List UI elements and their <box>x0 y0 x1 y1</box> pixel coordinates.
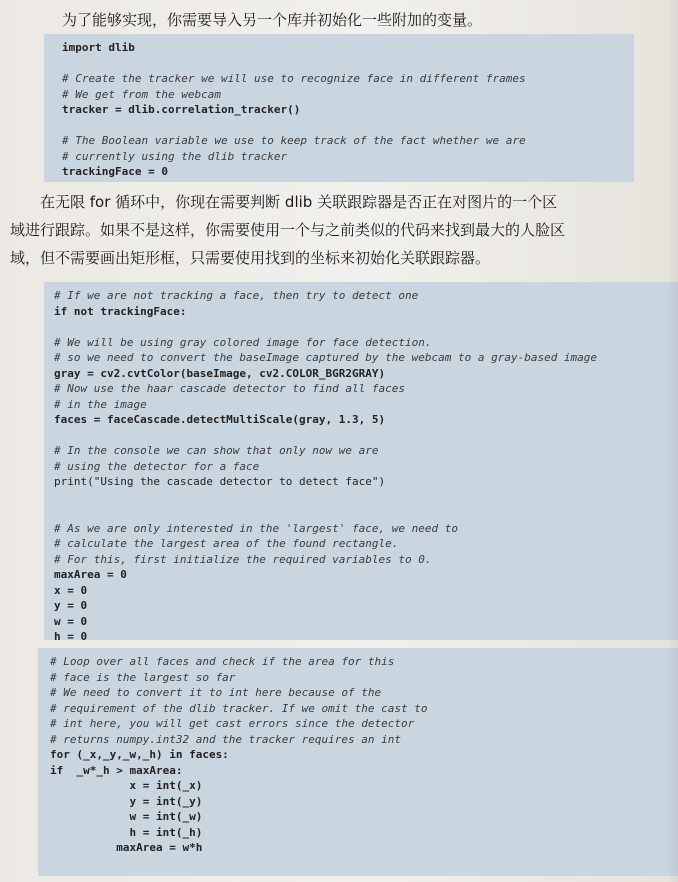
code-line: x = int(_x) <box>50 779 203 792</box>
code-comment-line: # We will be using gray colored image for face detection. <box>54 335 432 349</box>
intro-paragraph <box>62 6 482 34</box>
code-block-loop <box>38 648 678 876</box>
code-blank-line <box>54 428 678 444</box>
code-comment-line: # For this, first initialize the required variables to 0. <box>54 552 432 566</box>
paragraph-line: 域，但不需要画出矩形框，只需要使用找到的坐标来初始化关联跟踪器。 <box>10 249 491 267</box>
code-comment-line: # The Boolean variable we use to keep track of the fact whether we are <box>62 134 526 147</box>
paragraph-line: 域进行跟踪。如果不是这样，你需要使用一个与之前类似的代码来找到最大的人脸区 <box>10 221 566 239</box>
code-blank-line <box>54 505 678 521</box>
code-line: import dlib <box>62 41 135 54</box>
code-line: faces = faceCascade.detectMultiScale(gray, 1.3, 5) <box>54 413 386 426</box>
code-blank-line <box>62 118 634 134</box>
code-comment-line: # We get from the webcam <box>62 87 221 101</box>
code-line: w = 0 <box>54 614 88 628</box>
code-line: print("Using the cascade detector to detect face") <box>54 475 386 488</box>
paragraph-line: 在无限 for 循环中，你现在需要判断 dlib 关联跟踪器是否正在对图片的一个区 <box>40 193 558 211</box>
code-blank-line <box>54 490 678 506</box>
code-line: h = int(_h) <box>50 825 203 839</box>
code-comment-line: # in the image <box>54 397 147 411</box>
code-comment-line: # so we need to convert the baseImage captured by the webcam to a gray-based image <box>54 351 598 364</box>
code-line: trackingFace = 0 <box>62 165 168 178</box>
code-comment-line: # calculate the largest area of the found rectangle. <box>54 537 399 550</box>
page-edge-shadow <box>668 0 678 882</box>
code-line: if not trackingFace: <box>54 304 187 318</box>
code-comment-line: # using the detector for a face <box>54 459 260 473</box>
code-comment-line: # Loop over all faces and check if the area for this <box>50 655 395 668</box>
code-comment-line: # We need to convert it to int here because of the <box>50 686 382 699</box>
loop-paragraph <box>10 188 670 272</box>
code-line: for (_x,_y,_w,_h) in faces: <box>50 748 229 761</box>
code-comment-line: # Create the tracker we will use to recognize face in different frames <box>62 72 526 85</box>
code-comment-line: # currently using the dlib tracker <box>62 149 288 163</box>
code-line: gray = cv2.cvtColor(baseImage, cv2.COLOR_BGR2GRAY) <box>54 366 386 380</box>
code-comment-line: # returns numpy.int32 and the tracker requires an int <box>50 732 401 746</box>
code-block-detect <box>44 282 678 643</box>
code-line: x = 0 <box>54 583 88 597</box>
code-comment-line: # Now use the haar cascade detector to find all faces <box>54 382 405 395</box>
code-comment-line: # int here, you will get cast errors since the detector <box>50 717 415 730</box>
code-line: maxArea = 0 <box>54 568 127 581</box>
code-line: if _w*_h > maxArea: <box>50 763 183 777</box>
code-comment-line: # face is the largest so far <box>50 670 236 684</box>
intro-line: 为了能够实现，你需要导入另一个库并初始化一些附加的变量。 <box>62 11 483 29</box>
code-line: y = int(_y) <box>50 794 203 808</box>
code-comment-line: # requirement of the dlib tracker. If we omit the cast to <box>50 701 428 715</box>
code-blank-line <box>62 56 634 72</box>
code-comment-line: # If we are not tracking a face, then try to detect one <box>54 289 419 302</box>
code-line: w = int(_w) <box>50 810 203 823</box>
code-block-import <box>44 34 634 182</box>
code-comment-line: # In the console we can show that only now we are <box>54 444 379 457</box>
code-blank-line <box>54 319 678 335</box>
code-line: h = 0 <box>54 630 88 643</box>
code-line: maxArea = w*h <box>50 841 203 854</box>
code-line: tracker = dlib.correlation_tracker() <box>62 103 301 116</box>
code-line: y = 0 <box>54 599 88 612</box>
code-comment-line: # As we are only interested in the 'largest' face, we need to <box>54 521 458 535</box>
